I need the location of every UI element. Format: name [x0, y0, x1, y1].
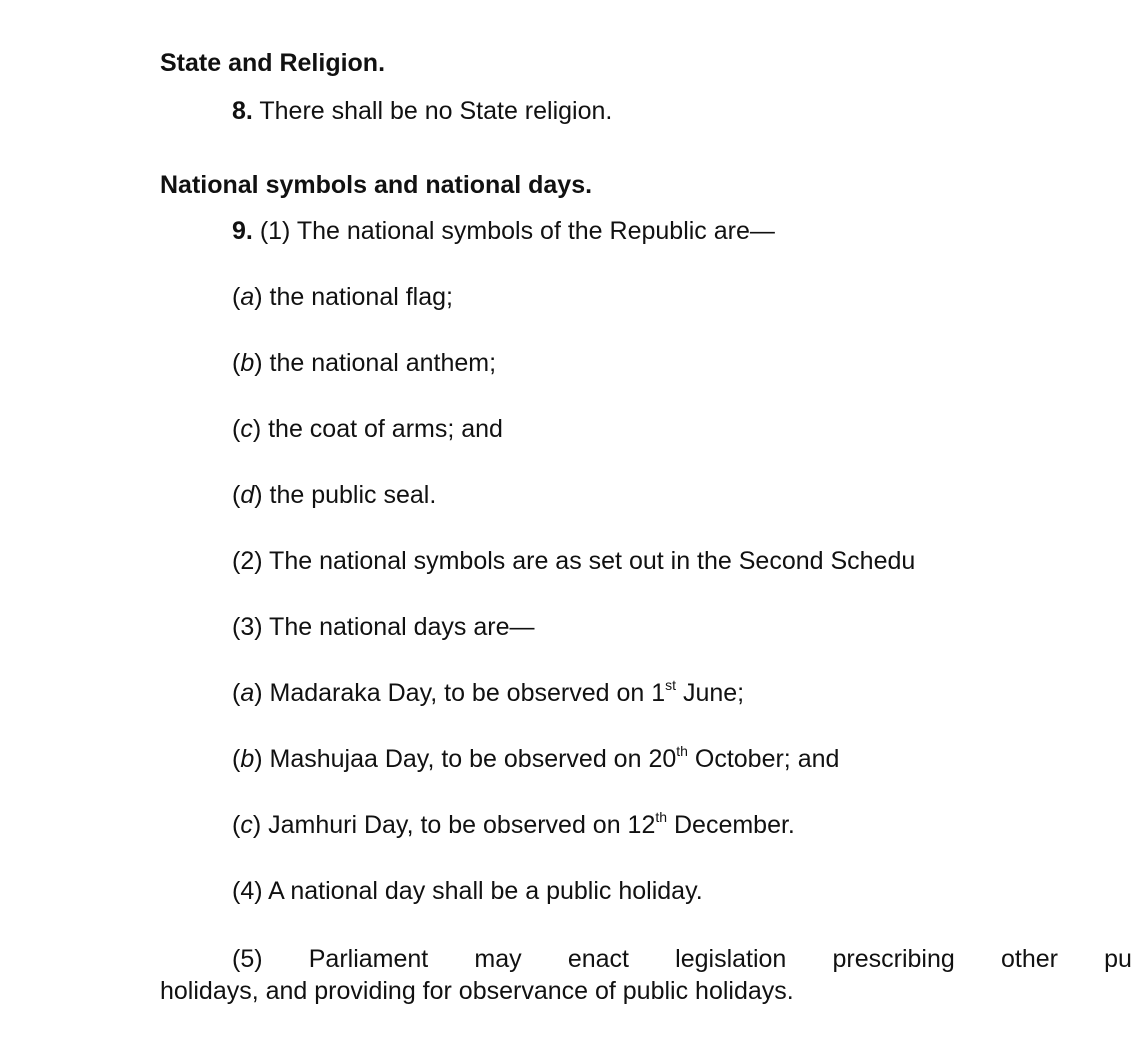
subsection-5-line-2: holidays, and providing for observance of public holidays. [160, 977, 794, 1005]
day-item-b: (b) Mashujaa Day, to be observed on 20th October; and [232, 742, 840, 773]
section-number: 8. [232, 97, 253, 125]
day-item-c: (c) Jamhuri Day, to be observed on 12th December. [232, 808, 795, 839]
symbol-item-c: (c) the coat of arms; and [232, 415, 503, 443]
cutoff-text-remnant [285, 0, 292, 12]
section-8-paragraph [232, 96, 612, 126]
section-9-intro [232, 216, 775, 246]
day-item-a: (a) Madaraka Day, to be observed on 1st June; [232, 676, 745, 707]
section-9-heading: National symbols and national days. [160, 171, 593, 199]
subsection-5-line-1: (5) Parliament may enact legislation prescribing other pu [232, 945, 1132, 973]
section-text: (1) The national symbols of the Republic are— [259, 217, 775, 245]
subsection-3: (3) The national days are— [232, 613, 535, 641]
section-text: There shall be no State religion. [259, 97, 613, 125]
subsection-2: (2) The national symbols are as set out in the Second Schedu [232, 547, 916, 575]
section-8-heading: State and Religion. [160, 49, 386, 77]
subsection-4: (4) A national day shall be a public holiday. [232, 877, 703, 905]
symbol-item-a: (a) the national flag; [232, 283, 453, 311]
symbol-item-b: (b) the national anthem; [232, 349, 497, 377]
section-number: 9. [232, 217, 253, 245]
symbol-item-d: (d) the public seal. [232, 481, 437, 509]
